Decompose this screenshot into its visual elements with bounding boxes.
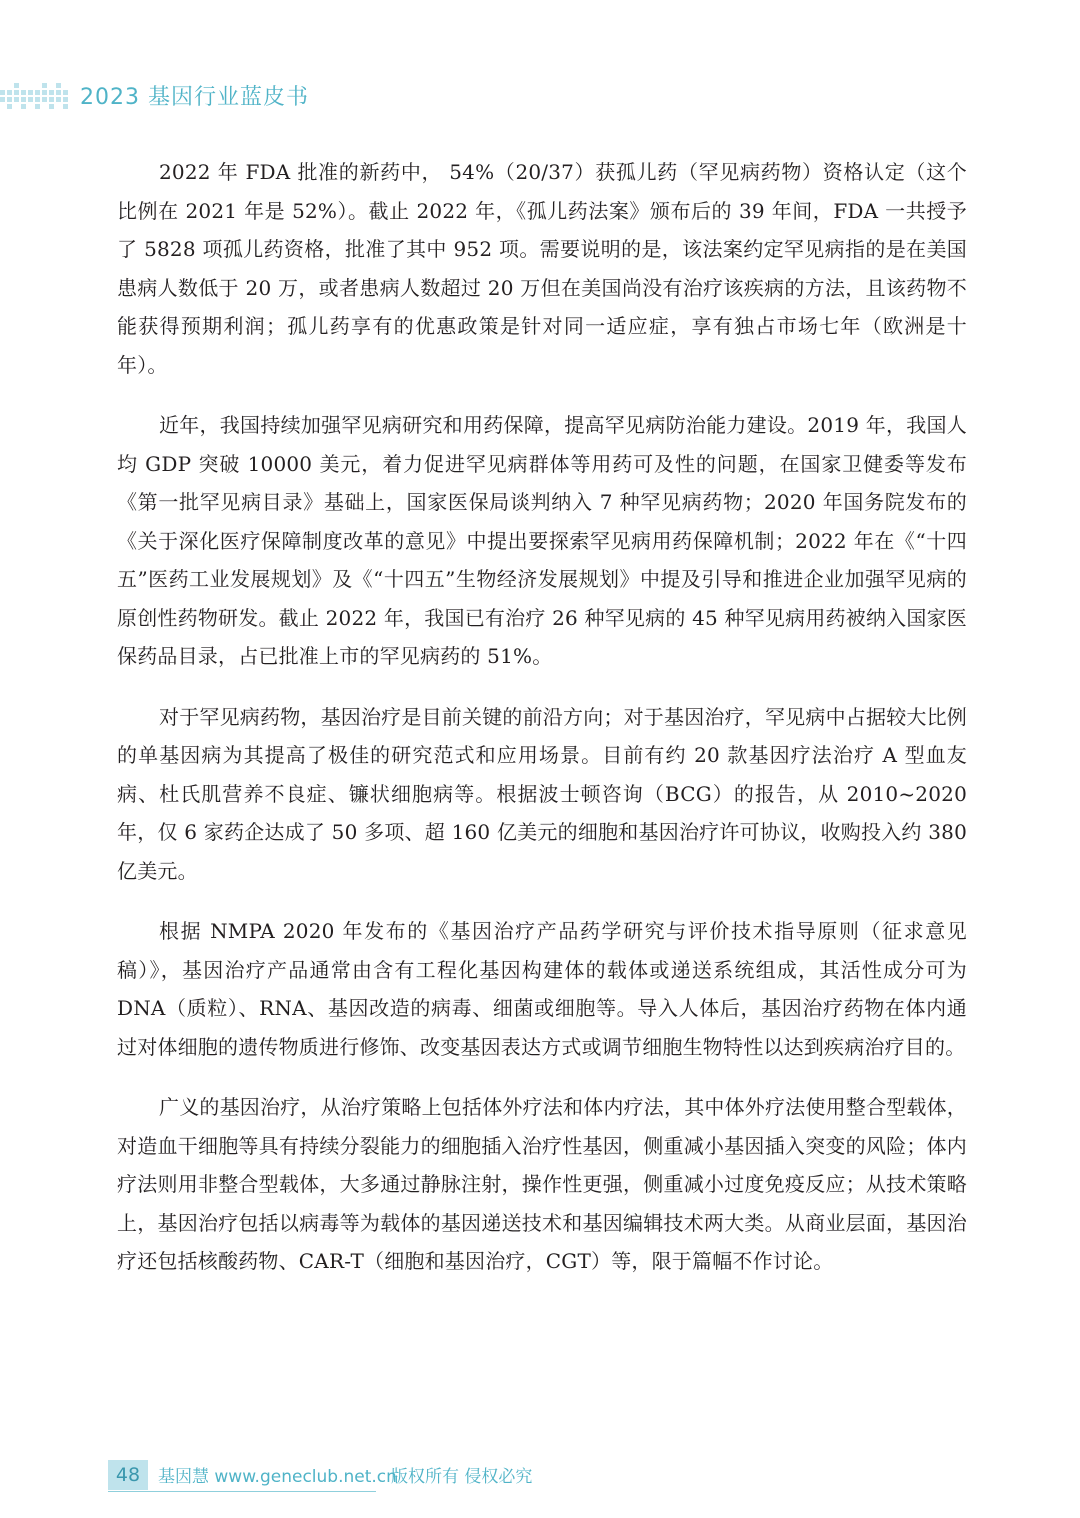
paragraph-china-rare-disease-policy: 近年，我国持续加强罕见病研究和用药保障，提高罕见病防治能力建设。2019 年，我国人均 GDP 突破 10000 美元，着力促进罕见病群体等用药可及性的问题，在国家卫健委等发布《第一批罕见病目录》基础上，国家医保局谈判纳入 7 种罕见病药物；2020 年国务院发布的《关于深化医疗保障制度改革的意见》中提出要探索罕见病用药保障机制；2022 年在《“十四五”医药工业发展规划》及《“十四五”生物经济发展规划》中提及引导和推进企业加强罕见病的原创性药物研发。截止 2022 年，我国已有治疗 26 种罕见病的 45 种罕见病用药被纳入国家医保药品目录，占已批准上市的罕见病药的 51%。 <box>117 413 967 668</box>
body-text <box>117 153 967 1303</box>
header-dots-decoration <box>0 80 70 110</box>
paragraph-gene-therapy-direction: 对于罕见病药物，基因治疗是目前关键的前沿方向；对于基因治疗，罕见病中占据较大比例的单基因病为其提高了极佳的研究范式和应用场景。目前有约 20 款基因疗法治疗 A 型血友病、杜氏肌营养不良症、镰状细胞病等。根据波士顿咨询（BCG）的报告，从 2010~2020 年，仅 6 家药企达成了 50 多项、超 160 亿美元的细胞和基因治疗许可协议，收购投入约 380 亿美元。 <box>117 704 967 883</box>
footer-divider <box>108 1491 376 1492</box>
page-header <box>0 74 400 118</box>
paragraph-nmpa-definition: 根据 NMPA 2020 年发布的《基因治疗产品药学研究与评价技术指导原则（征求意见稿）》，基因治疗产品通常由含有工程化基因构建体的载体或递送系统组成，其活性成分可为 DNA（质粒）、RNA、基因改造的病毒、细菌或细胞等。导入人体后，基因治疗药物在体内通过对体细胞的遗传物质进行修饰、改变基因表达方式或调节细胞生物特性以达到疾病治疗目的。 <box>117 919 967 1059</box>
paragraph-orphan-drug-stats: 2022 年 FDA 批准的新药中， 54%（20/37）获孤儿药（罕见病药物）资格认定（这个比例在 2021 年是 52%）。截止 2022 年，《孤儿药法案》颁布后的 39 年间，FDA 一共授予了 5828 项孤儿药资格，批准了其中 952 项。需要说明的是，该法案约定罕见病指的是在美国患病人数低于 20 万，或者患病人数超过 20 万但在美国尚没有治疗该疾病的方法，且该药物不能获得预期利润；孤儿药享有的优惠政策是针对同一适应症，享有独占市场七年（欧洲是十年）。 <box>117 160 967 377</box>
paragraph-gene-therapy-strategies: 广义的基因治疗，从治疗策略上包括体外疗法和体内疗法，其中体外疗法使用整合型载体，对造血干细胞等具有持续分裂能力的细胞插入治疗性基因，侧重减小基因插入突变的风险；体内疗法则用非整合型载体，大多通过静脉注射，操作性更强，侧重减小过度免疫反应；从技术策略上，基因治疗包括以病毒等为载体的基因递送技术和基因编辑技术两大类。从商业层面，基因治疗还包括核酸药物、CAR-T（细胞和基因治疗，CGT）等，限于篇幅不作讨论。 <box>117 1095 967 1273</box>
page-footer <box>108 1460 548 1492</box>
header-title: 2023 基因行业蓝皮书 <box>80 85 309 110</box>
page-number: 48 <box>108 1460 148 1490</box>
footer-site-link[interactable]: 基因慧 www.geneclub.net.cn <box>158 1467 397 1487</box>
footer-copyright: 版权所有 侵权必究 <box>391 1467 533 1487</box>
